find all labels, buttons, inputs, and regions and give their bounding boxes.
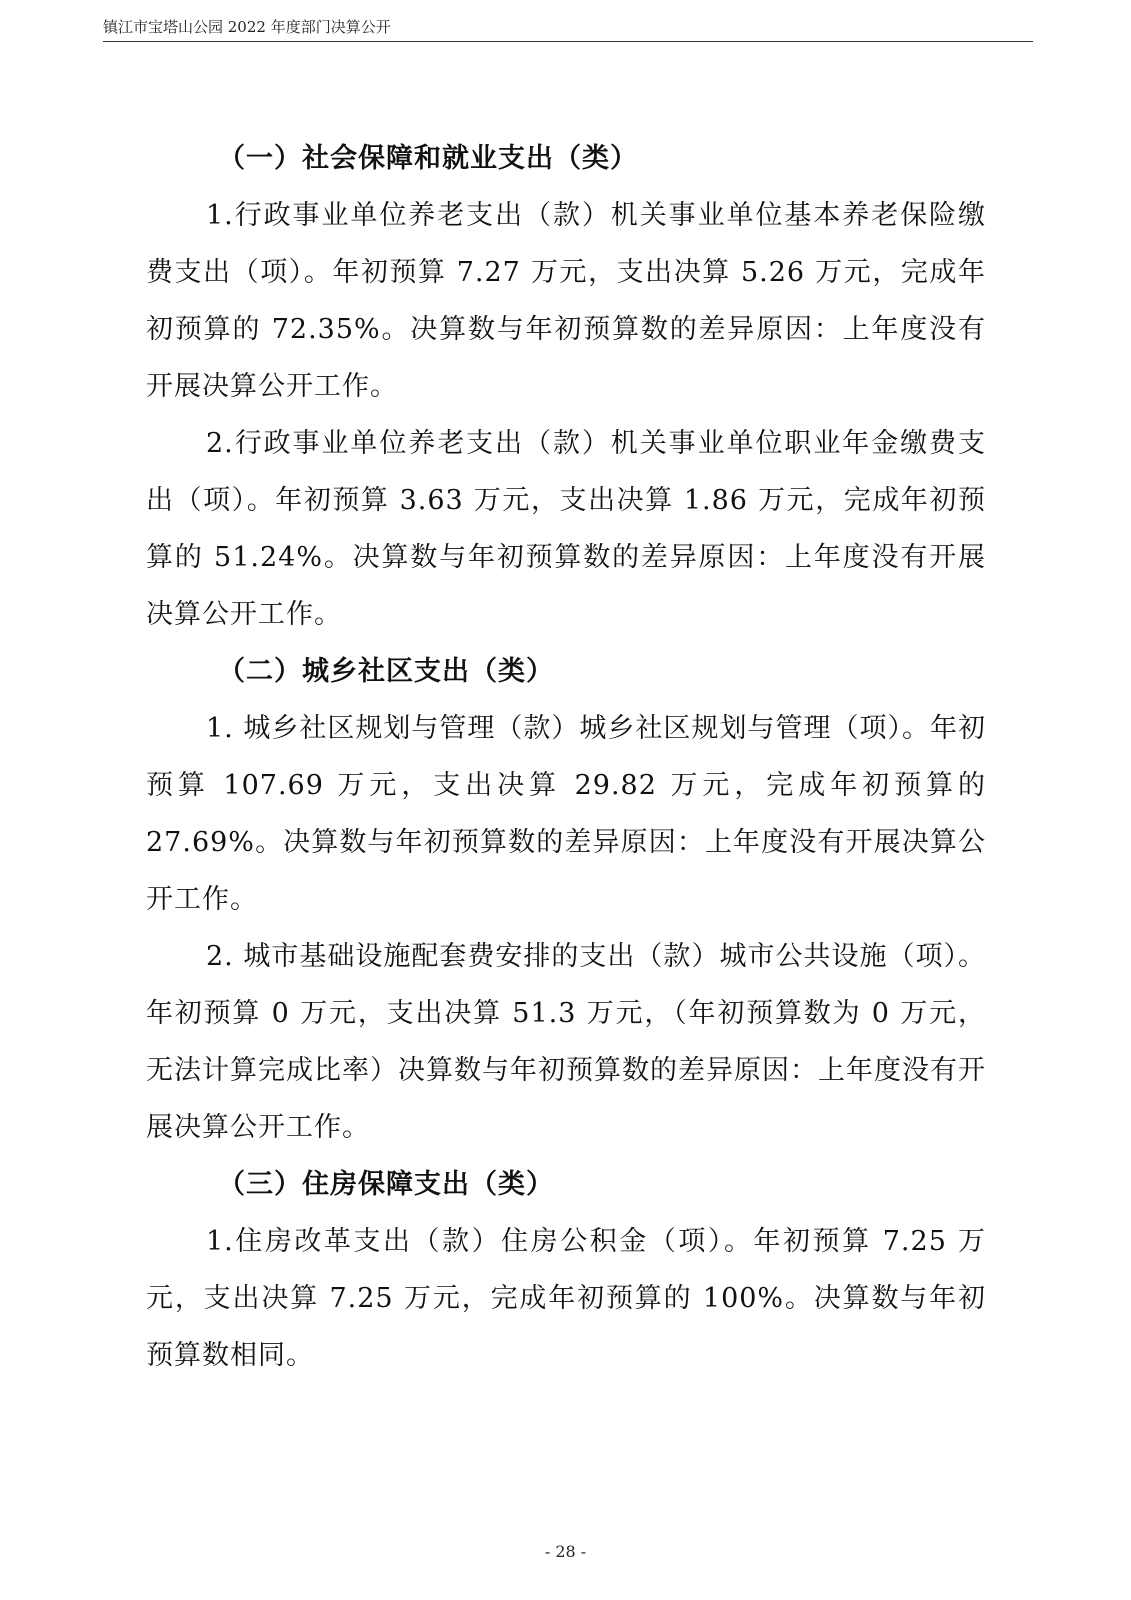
paragraph: 1.行政事业单位养老支出（款）机关事业单位基本养老保险缴费支出（项）。年初预算 7.27 万元，支出决算 5.26 万元，完成年初预算的 72.35%。决算数与年初预算数的差异原因：上年度没有开展决算公开工作。 — [146, 200, 986, 402]
document-body — [146, 130, 986, 1384]
page-number: - 28 - — [544, 1542, 587, 1561]
page-header: 镇江市宝塔山公园 2022 年度部门决算公开 — [103, 14, 1033, 42]
section-heading: （三）住房保障支出（类） — [218, 1169, 554, 1200]
paragraph: 2.行政事业单位养老支出（款）机关事业单位职业年金缴费支出（项）。年初预算 3.63 万元，支出决算 1.86 万元，完成年初预算的 51.24%。决算数与年初预算数的差异原因：上年度没有开展决算公开工作。 — [146, 428, 986, 630]
section-urban-rural-community — [146, 643, 986, 1156]
paragraph: 1. 城乡社区规划与管理（款）城乡社区规划与管理（项）。年初预算 107.69 万元，支出决算 29.82 万元，完成年初预算的 27.69%。决算数与年初预算数的差异原因：上年度没有开展决算公开工作。 — [146, 713, 986, 915]
paragraph: 2. 城市基础设施配套费安排的支出（款）城市公共设施（项）。年初预算 0 万元，支出决算 51.3 万元，（年初预算数为 0 万元，无法计算完成比率）决算数与年初预算数的差异原因：上年度没有开展决算公开工作。 — [146, 941, 986, 1143]
paragraph: 1.住房改革支出（款）住房公积金（项）。年初预算 7.25 万元，支出决算 7.25 万元，完成年初预算的 100%。决算数与年初预算数相同。 — [146, 1226, 986, 1371]
section-heading: （二）城乡社区支出（类） — [218, 656, 554, 687]
section-housing-security — [146, 1156, 986, 1384]
section-social-security — [146, 130, 986, 643]
section-heading: （一）社会保障和就业支出（类） — [218, 143, 638, 174]
